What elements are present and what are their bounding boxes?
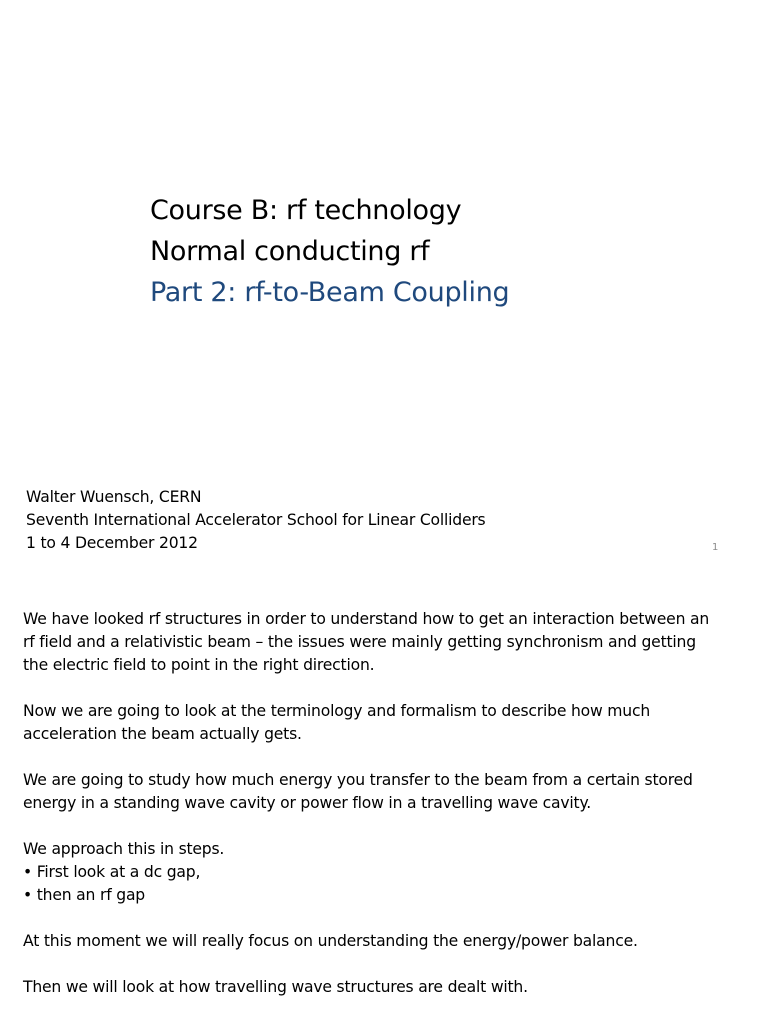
notes-line: At this moment we will really focus on understanding the energy/power balance. — [23, 932, 638, 950]
notes-line: We have looked rf structures in order to understand how to get an interaction between an — [23, 610, 710, 628]
slide-title — [150, 190, 509, 313]
event-name: Seventh International Accelerator School for Linear Colliders — [26, 511, 486, 529]
notes-line: • First look at a dc gap, — [23, 863, 201, 881]
author-name: Walter Wuensch, CERN — [26, 488, 202, 506]
notes-line: Now we are going to look at the terminology and formalism to describe how much — [23, 702, 651, 720]
notes-paragraph — [23, 976, 743, 999]
event-date: 1 to 4 December 2012 — [26, 534, 198, 552]
notes-paragraph — [23, 930, 743, 953]
title-line-course: Course B: rf technology — [150, 195, 462, 226]
title-line-topic: Normal conducting rf — [150, 236, 430, 267]
notes-paragraph — [23, 700, 743, 746]
notes-line: • then an rf gap — [23, 886, 145, 904]
notes-line: Then we will look at how travelling wave structures are dealt with. — [23, 978, 528, 996]
notes-line: We approach this in steps. — [23, 840, 225, 858]
slide-number: 1 — [712, 542, 719, 553]
notes-line: We are going to study how much energy you transfer to the beam from a certain stored — [23, 771, 693, 789]
notes-line: rf field and a relativistic beam – the issues were mainly getting synchronism and getting — [23, 633, 696, 651]
notes-line: the electric field to point in the right direction. — [23, 656, 375, 674]
notes-paragraph — [23, 608, 743, 677]
notes-line: acceleration the beam actually gets. — [23, 725, 302, 743]
notes-line: energy in a standing wave cavity or power flow in a travelling wave cavity. — [23, 794, 592, 812]
notes-paragraph — [23, 838, 743, 907]
author-info — [26, 486, 485, 555]
speaker-notes — [23, 608, 743, 1022]
notes-paragraph — [23, 769, 743, 815]
slide-subtitle: Part 2: rf-to-Beam Coupling — [150, 277, 510, 308]
